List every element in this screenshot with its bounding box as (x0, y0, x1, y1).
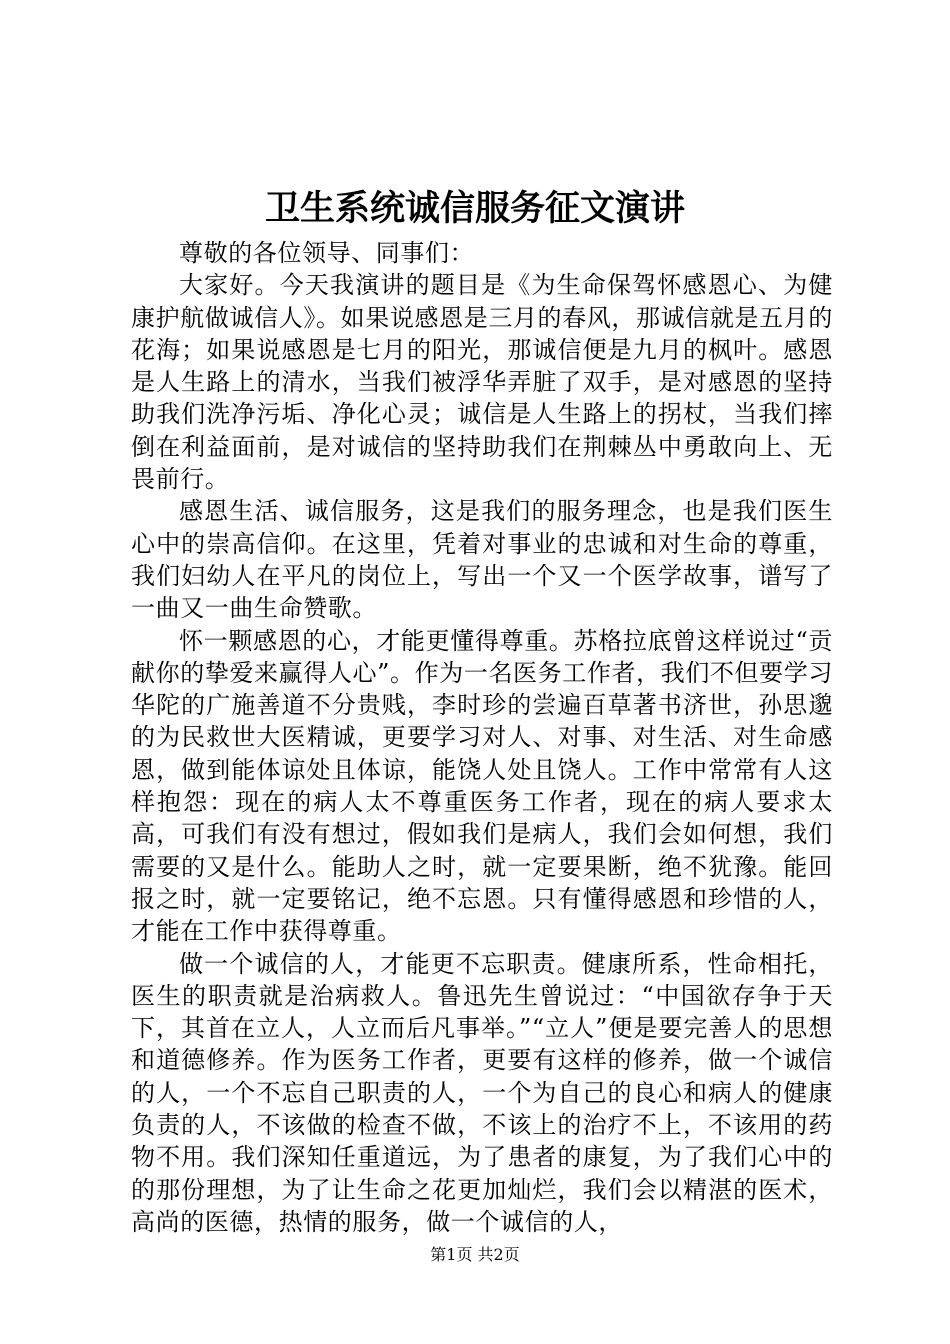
document-body (131, 237, 833, 1238)
page-title: 卫生系统诚信服务征文演讲 (264, 188, 685, 229)
page-number-footer: 第1页 共2页 (430, 1245, 520, 1264)
body-paragraph: 做一个诚信的人，才能更不忘职责。健康所系，性命相托，医生的职责就是治病救人。鲁迅先生曾说过：“中国欲存争于天下，其首在立人，人立而后凡事举。”“立人”便是要完善人的思想和道德修养。作为医务工作者，更要有这样的修养，做一个诚信的人，一个不忘自己职责的人，一个为自己的良心和病人的健康负责的人，不该做的检查不做，不该上的治疗不上，不该用的药物不用。我们深知任重道远，为了患者的康复，为了我们心中的的那份理想，为了让生命之花更加灿烂，我们会以精湛的医术，高尚的医德，热情的服务，做一个诚信的人， (131, 949, 833, 1236)
salutation-paragraph: 尊敬的各位领导、同事们： (179, 239, 475, 267)
body-paragraph: 感恩生活、诚信服务，这是我们的服务理念，也是我们医生心中的崇高信仰。在这里，凭着对事业的忠诚和对生命的尊重，我们妇幼人在平凡的岗位上，写出一个又一个医学故事，谱写了一曲又一曲生命赞歌。 (131, 497, 833, 623)
body-paragraph: 大家好。今天我演讲的题目是《为生命保驾怀感恩心、为健康护航做诚信人》。如果说感恩是三月的春风，那诚信就是五月的花海；如果说感恩是七月的阳光，那诚信便是九月的枫叶。感恩是人生路上的清水，当我们被浮华弄脏了双手，是对感恩的坚持助我们洗净污垢、净化心灵；诚信是人生路上的拐杖，当我们摔倒在利益面前，是对诚信的坚持助我们在荆棘丛中勇敢向上、无畏前行。 (131, 271, 833, 494)
body-paragraph: 怀一颗感恩的心，才能更懂得尊重。苏格拉底曾这样说过“贡献你的挚爱来赢得人心”。作为一名医务工作者，我们不但要学习华陀的广施善道不分贵贱，李时珍的尝遍百草著书济世，孙思邈的为民救世大医精诚，更要学习对人、对事、对生活、对生命感恩，做到能体谅处且体谅，能饶人处且饶人。工作中常常有人这样抱怨：现在的病人太不尊重医务工作者，现在的病人要求太高，可我们有没有想过，假如我们是病人，我们会如何想，我们需要的又是什么。能助人之时，就一定要果断，绝不犹豫。能回报之时，就一定要铭记，绝不忘恩。只有懂得感恩和珍惜的人，才能在工作中获得尊重。 (131, 626, 833, 946)
